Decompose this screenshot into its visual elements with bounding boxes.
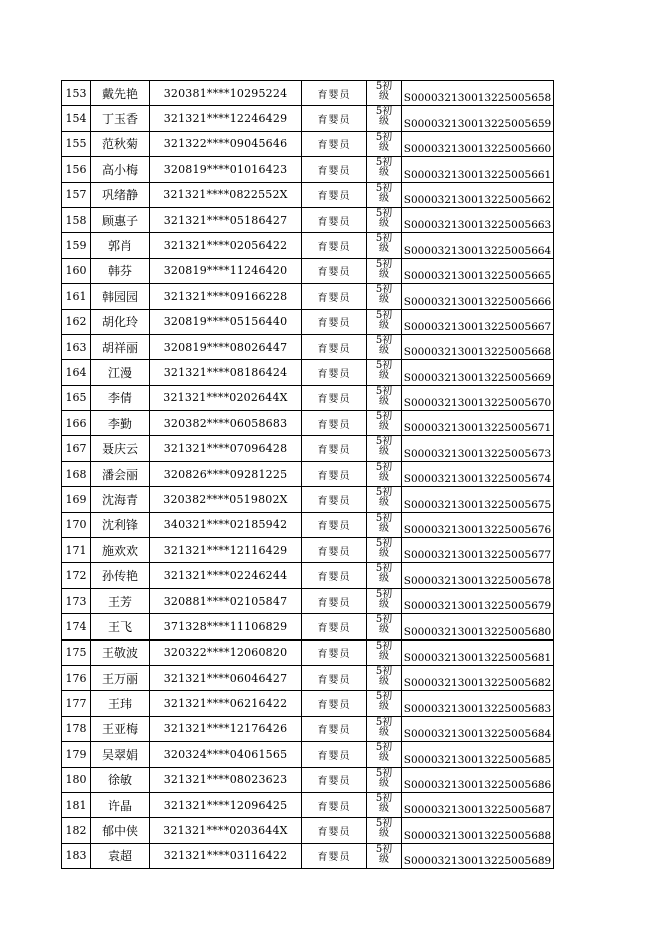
level-cell xyxy=(367,614,402,640)
level-subtext: 级 xyxy=(379,497,389,509)
level-subtext: 级 xyxy=(379,522,389,534)
id-number-cell: 321321****06046427 xyxy=(150,665,302,690)
level-subtext: 级 xyxy=(379,421,389,433)
id-number-cell: 320322****12060820 xyxy=(150,640,302,666)
level-subtext: 级 xyxy=(379,598,389,610)
row-number-cell: 158 xyxy=(62,207,91,232)
level-text: 5初 xyxy=(375,691,393,703)
level-cell xyxy=(367,640,402,666)
occupation-cell: 育婴员 xyxy=(302,411,367,436)
table-row xyxy=(62,106,554,131)
table-row xyxy=(62,131,554,156)
name-cell: 巩绪静 xyxy=(91,182,150,207)
level-text: 5初 xyxy=(375,207,393,219)
level-text: 5初 xyxy=(375,742,393,754)
table-row xyxy=(62,487,554,512)
row-number-cell: 157 xyxy=(62,182,91,207)
table-row xyxy=(62,360,554,385)
certificate-number-cell: S000032130013225005659 xyxy=(402,106,554,131)
occupation-cell: 育婴员 xyxy=(302,538,367,563)
certificate-number-cell: S000032130013225005664 xyxy=(402,233,554,258)
level-text: 5初 xyxy=(375,106,393,118)
occupation-cell: 育婴员 xyxy=(302,284,367,309)
level-cell xyxy=(367,131,402,156)
id-number-cell: 321321****0203644X xyxy=(150,818,302,843)
level-subtext: 级 xyxy=(379,243,389,255)
level-subtext: 级 xyxy=(379,395,389,407)
level-subtext: 级 xyxy=(379,141,389,153)
id-number-cell: 320819****01016423 xyxy=(150,157,302,182)
level-subtext: 级 xyxy=(379,370,389,382)
row-number-cell: 168 xyxy=(62,461,91,486)
occupation-cell: 育婴员 xyxy=(302,691,367,716)
occupation-cell: 育婴员 xyxy=(302,461,367,486)
occupation-cell: 育婴员 xyxy=(302,742,367,767)
level-cell xyxy=(367,106,402,131)
table-row xyxy=(62,334,554,359)
row-number-cell: 172 xyxy=(62,563,91,588)
table-row xyxy=(62,767,554,792)
table-row xyxy=(62,640,554,666)
certificate-number-cell: S000032130013225005684 xyxy=(402,716,554,741)
level-subtext: 级 xyxy=(379,573,389,585)
table-row xyxy=(62,436,554,461)
level-cell xyxy=(367,334,402,359)
id-number-cell: 321321****08186424 xyxy=(150,360,302,385)
occupation-cell: 育婴员 xyxy=(302,665,367,690)
occupation-cell: 育婴员 xyxy=(302,385,367,410)
level-text: 5初 xyxy=(375,461,393,473)
level-cell xyxy=(367,411,402,436)
level-cell xyxy=(367,258,402,283)
level-subtext: 级 xyxy=(379,777,389,789)
row-number-cell: 180 xyxy=(62,767,91,792)
level-cell xyxy=(367,588,402,613)
name-cell: 江漫 xyxy=(91,360,150,385)
level-subtext: 级 xyxy=(379,268,389,280)
level-text: 5初 xyxy=(375,385,393,397)
table-row xyxy=(62,207,554,232)
table-row xyxy=(62,665,554,690)
occupation-cell: 育婴员 xyxy=(302,512,367,537)
table-row xyxy=(62,691,554,716)
row-number-cell: 183 xyxy=(62,843,91,868)
id-number-cell: 320381****10295224 xyxy=(150,81,302,106)
certificate-number-cell: S000032130013225005689 xyxy=(402,843,554,868)
row-number-cell: 178 xyxy=(62,716,91,741)
table-row xyxy=(62,284,554,309)
level-text: 5初 xyxy=(375,411,393,423)
id-number-cell: 320382****06058683 xyxy=(150,411,302,436)
level-subtext: 级 xyxy=(379,853,389,865)
occupation-cell: 育婴员 xyxy=(302,614,367,640)
row-number-cell: 170 xyxy=(62,512,91,537)
occupation-cell: 育婴员 xyxy=(302,131,367,156)
level-cell xyxy=(367,233,402,258)
row-number-cell: 161 xyxy=(62,284,91,309)
name-cell: 徐敏 xyxy=(91,767,150,792)
id-number-cell: 320382****0519802X xyxy=(150,487,302,512)
name-cell: 王芳 xyxy=(91,588,150,613)
certificate-number-cell: S000032130013225005679 xyxy=(402,588,554,613)
name-cell: 顾惠子 xyxy=(91,207,150,232)
name-cell: 李勤 xyxy=(91,411,150,436)
level-text: 5初 xyxy=(375,487,393,499)
name-cell: 王亚梅 xyxy=(91,716,150,741)
level-subtext: 级 xyxy=(379,726,389,738)
certificate-number-cell: S000032130013225005671 xyxy=(402,411,554,436)
row-number-cell: 166 xyxy=(62,411,91,436)
id-number-cell: 320881****02105847 xyxy=(150,588,302,613)
row-number-cell: 173 xyxy=(62,588,91,613)
id-number-cell: 321321****12246429 xyxy=(150,106,302,131)
id-number-cell: 321321****0202644X xyxy=(150,385,302,410)
level-cell xyxy=(367,767,402,792)
name-cell: 王飞 xyxy=(91,614,150,640)
table-row xyxy=(62,81,554,106)
certificate-number-cell: S000032130013225005680 xyxy=(402,614,554,640)
certificate-number-cell: S000032130013225005675 xyxy=(402,487,554,512)
level-cell xyxy=(367,665,402,690)
level-subtext: 级 xyxy=(379,217,389,229)
level-cell xyxy=(367,487,402,512)
level-subtext: 级 xyxy=(379,91,389,102)
level-cell xyxy=(367,843,402,868)
name-cell: 胡化玲 xyxy=(91,309,150,334)
table-row xyxy=(62,461,554,486)
id-number-cell: 321321****09166228 xyxy=(150,284,302,309)
level-subtext: 级 xyxy=(379,344,389,356)
id-number-cell: 321321****06216422 xyxy=(150,691,302,716)
level-text: 5初 xyxy=(375,157,393,169)
occupation-cell: 育婴员 xyxy=(302,81,367,106)
level-text: 5初 xyxy=(375,640,393,652)
certificate-number-cell: S000032130013225005670 xyxy=(402,385,554,410)
certificate-number-cell: S000032130013225005658 xyxy=(402,81,554,106)
level-cell xyxy=(367,182,402,207)
id-number-cell: 321322****09045646 xyxy=(150,131,302,156)
occupation-cell: 育婴员 xyxy=(302,334,367,359)
certificate-number-cell: S000032130013225005669 xyxy=(402,360,554,385)
level-cell xyxy=(367,461,402,486)
level-subtext: 级 xyxy=(379,675,389,687)
certificate-number-cell: S000032130013225005667 xyxy=(402,309,554,334)
name-cell: 王万丽 xyxy=(91,665,150,690)
level-text: 5初 xyxy=(375,360,393,372)
level-cell xyxy=(367,436,402,461)
table-row xyxy=(62,843,554,868)
level-cell xyxy=(367,512,402,537)
roster-body xyxy=(62,81,554,869)
row-number-cell: 160 xyxy=(62,258,91,283)
id-number-cell: 371328****11106829 xyxy=(150,614,302,640)
id-number-cell: 321321****02056422 xyxy=(150,233,302,258)
level-cell xyxy=(367,360,402,385)
occupation-cell: 育婴员 xyxy=(302,767,367,792)
name-cell: 袁超 xyxy=(91,843,150,868)
row-number-cell: 164 xyxy=(62,360,91,385)
occupation-cell: 育婴员 xyxy=(302,843,367,868)
name-cell: 吴翠娟 xyxy=(91,742,150,767)
table-row xyxy=(62,512,554,537)
certificate-number-cell: S000032130013225005666 xyxy=(402,284,554,309)
occupation-cell: 育婴员 xyxy=(302,207,367,232)
certificate-number-cell: S000032130013225005668 xyxy=(402,334,554,359)
occupation-cell: 育婴员 xyxy=(302,182,367,207)
row-number-cell: 171 xyxy=(62,538,91,563)
name-cell: 施欢欢 xyxy=(91,538,150,563)
id-number-cell: 320819****08026447 xyxy=(150,334,302,359)
level-subtext: 级 xyxy=(379,624,389,636)
name-cell: 韩园园 xyxy=(91,284,150,309)
level-subtext: 级 xyxy=(379,192,389,204)
level-subtext: 级 xyxy=(379,446,389,458)
level-cell xyxy=(367,157,402,182)
level-text: 5初 xyxy=(375,538,393,550)
name-cell: 沈海青 xyxy=(91,487,150,512)
name-cell: 郭肖 xyxy=(91,233,150,258)
table-row xyxy=(62,538,554,563)
roster-table xyxy=(61,80,554,869)
id-number-cell: 321321****0822552X xyxy=(150,182,302,207)
row-number-cell: 162 xyxy=(62,309,91,334)
occupation-cell: 育婴员 xyxy=(302,487,367,512)
certificate-number-cell: S000032130013225005678 xyxy=(402,563,554,588)
table-row xyxy=(62,614,554,640)
name-cell: 韩芬 xyxy=(91,258,150,283)
occupation-cell: 育婴员 xyxy=(302,716,367,741)
table-row xyxy=(62,716,554,741)
row-number-cell: 167 xyxy=(62,436,91,461)
occupation-cell: 育婴员 xyxy=(302,818,367,843)
occupation-cell: 育婴员 xyxy=(302,436,367,461)
row-number-cell: 156 xyxy=(62,157,91,182)
certificate-number-cell: S000032130013225005662 xyxy=(402,182,554,207)
name-cell: 孙传艳 xyxy=(91,563,150,588)
level-cell xyxy=(367,81,402,106)
id-number-cell: 321321****02246244 xyxy=(150,563,302,588)
table-row xyxy=(62,411,554,436)
name-cell: 潘会丽 xyxy=(91,461,150,486)
table-row xyxy=(62,233,554,258)
row-number-cell: 159 xyxy=(62,233,91,258)
table-row xyxy=(62,182,554,207)
level-subtext: 级 xyxy=(379,471,389,483)
name-cell: 郁中侠 xyxy=(91,818,150,843)
occupation-cell: 育婴员 xyxy=(302,233,367,258)
row-number-cell: 176 xyxy=(62,665,91,690)
level-subtext: 级 xyxy=(379,802,389,814)
level-text: 5初 xyxy=(375,792,393,804)
level-text: 5初 xyxy=(375,563,393,575)
occupation-cell: 育婴员 xyxy=(302,588,367,613)
level-text: 5初 xyxy=(375,818,393,830)
level-text: 5初 xyxy=(375,131,393,143)
row-number-cell: 153 xyxy=(62,81,91,106)
level-text: 5初 xyxy=(375,665,393,677)
id-number-cell: 340321****02185942 xyxy=(150,512,302,537)
name-cell: 丁玉香 xyxy=(91,106,150,131)
table-row xyxy=(62,385,554,410)
level-cell xyxy=(367,284,402,309)
level-cell xyxy=(367,309,402,334)
row-number-cell: 181 xyxy=(62,792,91,817)
row-number-cell: 179 xyxy=(62,742,91,767)
certificate-number-cell: S000032130013225005676 xyxy=(402,512,554,537)
level-subtext: 级 xyxy=(379,548,389,560)
level-subtext: 级 xyxy=(379,701,389,713)
table-row xyxy=(62,588,554,613)
occupation-cell: 育婴员 xyxy=(302,360,367,385)
level-cell xyxy=(367,207,402,232)
certificate-number-cell: S000032130013225005665 xyxy=(402,258,554,283)
name-cell: 胡祥丽 xyxy=(91,334,150,359)
level-cell xyxy=(367,385,402,410)
occupation-cell: 育婴员 xyxy=(302,106,367,131)
occupation-cell: 育婴员 xyxy=(302,640,367,666)
name-cell: 高小梅 xyxy=(91,157,150,182)
row-number-cell: 175 xyxy=(62,640,91,666)
row-number-cell: 154 xyxy=(62,106,91,131)
occupation-cell: 育婴员 xyxy=(302,792,367,817)
id-number-cell: 321321****05186427 xyxy=(150,207,302,232)
occupation-cell: 育婴员 xyxy=(302,258,367,283)
level-cell xyxy=(367,563,402,588)
level-subtext: 级 xyxy=(379,650,389,662)
id-number-cell: 320324****04061565 xyxy=(150,742,302,767)
occupation-cell: 育婴员 xyxy=(302,309,367,334)
table-row xyxy=(62,157,554,182)
occupation-cell: 育婴员 xyxy=(302,563,367,588)
level-cell xyxy=(367,691,402,716)
id-number-cell: 321321****12096425 xyxy=(150,792,302,817)
level-cell xyxy=(367,818,402,843)
certificate-number-cell: S000032130013225005674 xyxy=(402,461,554,486)
name-cell: 聂庆云 xyxy=(91,436,150,461)
table-row xyxy=(62,818,554,843)
level-text: 5初 xyxy=(375,309,393,321)
certificate-number-cell: S000032130013225005677 xyxy=(402,538,554,563)
level-text: 5初 xyxy=(375,436,393,448)
name-cell: 范秋菊 xyxy=(91,131,150,156)
row-number-cell: 169 xyxy=(62,487,91,512)
id-number-cell: 321321****08023623 xyxy=(150,767,302,792)
id-number-cell: 321321****12176426 xyxy=(150,716,302,741)
level-text: 5初 xyxy=(375,233,393,245)
certificate-number-cell: S000032130013225005682 xyxy=(402,665,554,690)
level-text: 5初 xyxy=(375,588,393,600)
certificate-number-cell: S000032130013225005660 xyxy=(402,131,554,156)
certificate-number-cell: S000032130013225005663 xyxy=(402,207,554,232)
table-row xyxy=(62,742,554,767)
row-number-cell: 174 xyxy=(62,614,91,640)
level-text: 5初 xyxy=(375,614,393,626)
certificate-number-cell: S000032130013225005673 xyxy=(402,436,554,461)
level-cell xyxy=(367,792,402,817)
occupation-cell: 育婴员 xyxy=(302,157,367,182)
certificate-number-cell: S000032130013225005687 xyxy=(402,792,554,817)
level-subtext: 级 xyxy=(379,828,389,840)
id-number-cell: 321321****03116422 xyxy=(150,843,302,868)
level-subtext: 级 xyxy=(379,294,389,306)
table-row xyxy=(62,258,554,283)
level-text: 5初 xyxy=(375,182,393,194)
level-subtext: 级 xyxy=(379,752,389,764)
name-cell: 王敬波 xyxy=(91,640,150,666)
level-text: 5初 xyxy=(375,512,393,524)
id-number-cell: 320826****09281225 xyxy=(150,461,302,486)
level-text: 5初 xyxy=(375,81,393,92)
level-text: 5初 xyxy=(375,258,393,270)
id-number-cell: 320819****05156440 xyxy=(150,309,302,334)
name-cell: 沈利锋 xyxy=(91,512,150,537)
row-number-cell: 182 xyxy=(62,818,91,843)
row-number-cell: 177 xyxy=(62,691,91,716)
certificate-number-cell: S000032130013225005661 xyxy=(402,157,554,182)
name-cell: 戴先艳 xyxy=(91,81,150,106)
certificate-number-cell: S000032130013225005688 xyxy=(402,818,554,843)
table-row xyxy=(62,563,554,588)
table-row xyxy=(62,792,554,817)
table-row xyxy=(62,309,554,334)
level-text: 5初 xyxy=(375,716,393,728)
row-number-cell: 155 xyxy=(62,131,91,156)
id-number-cell: 320819****11246420 xyxy=(150,258,302,283)
name-cell: 许晶 xyxy=(91,792,150,817)
certificate-number-cell: S000032130013225005686 xyxy=(402,767,554,792)
level-subtext: 级 xyxy=(379,319,389,331)
id-number-cell: 321321****07096428 xyxy=(150,436,302,461)
level-cell xyxy=(367,742,402,767)
level-subtext: 级 xyxy=(379,116,389,128)
name-cell: 王玮 xyxy=(91,691,150,716)
row-number-cell: 165 xyxy=(62,385,91,410)
level-text: 5初 xyxy=(375,843,393,855)
level-text: 5初 xyxy=(375,284,393,296)
level-cell xyxy=(367,716,402,741)
level-text: 5初 xyxy=(375,334,393,346)
certificate-number-cell: S000032130013225005685 xyxy=(402,742,554,767)
certificate-number-cell: S000032130013225005681 xyxy=(402,640,554,666)
row-number-cell: 163 xyxy=(62,334,91,359)
name-cell: 李倩 xyxy=(91,385,150,410)
certificate-number-cell: S000032130013225005683 xyxy=(402,691,554,716)
level-text: 5初 xyxy=(375,767,393,779)
id-number-cell: 321321****12116429 xyxy=(150,538,302,563)
level-subtext: 级 xyxy=(379,167,389,179)
level-cell xyxy=(367,538,402,563)
